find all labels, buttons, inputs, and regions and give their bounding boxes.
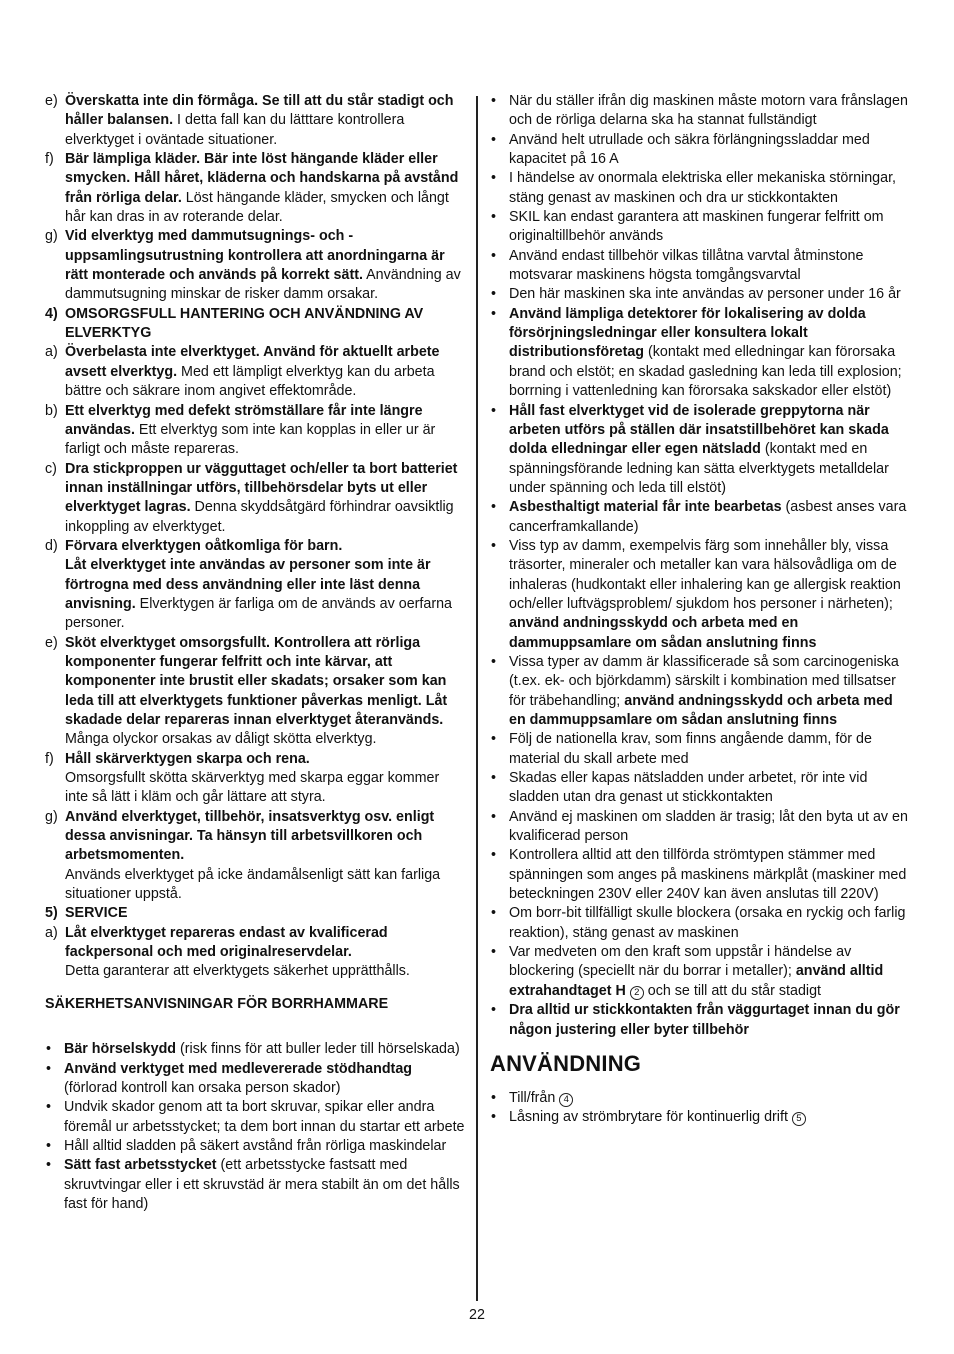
item-label: c) (45, 460, 57, 477)
list-item (45, 750, 465, 808)
bullet-icon: • (46, 1157, 52, 1174)
bullet-icon: • (491, 1109, 497, 1126)
list-item (45, 150, 465, 227)
column-divider (476, 96, 478, 1301)
bullet-icon: • (46, 1137, 52, 1154)
bullet-text: Om borr-bit tillfälligt skulle blockera (orsaka en ryckig och farlig reaktion), stäng genast av maskinen (509, 905, 906, 941)
section-number: 5) (45, 905, 58, 922)
section-heading-text: SERVICE (65, 905, 128, 922)
bullet-icon: • (491, 905, 497, 922)
bullet-icon: • (46, 1099, 52, 1116)
bullet-bold-text: Dra alltid ur stickkontakten från väggurtaget innan du gör någon justering eller byter tillbehör (509, 1002, 900, 1038)
item-text: Användning av dammutsugning minskar de risker damm orsakar. (65, 267, 461, 303)
item-label: f) (45, 750, 54, 767)
item-label: f) (45, 151, 54, 168)
bullet-bold-text: använd alltid extrahandtaget H (509, 963, 884, 999)
bullet-icon: • (491, 131, 497, 148)
bullet-icon: • (491, 1089, 497, 1106)
usage-text: Låsning av strömbrytare för kontinuerlig drift (509, 1109, 788, 1126)
bullet-bold-text: Håll fast elverktyget vid de isolerade greppytorna när arbeten utförs på ställen där insatstillbehöret kan skada dolda elledningar eller egen nätsladd (509, 402, 889, 458)
bullet-item (490, 1001, 910, 1040)
bullet-icon: • (491, 402, 497, 419)
bullet-item (490, 808, 910, 847)
bullet-text: Håll alltid sladden på säkert avstånd från rörliga maskindelar (64, 1137, 447, 1154)
bullet-item (490, 402, 910, 499)
bullet-text: (asbest anses vara cancerframkallande) (509, 499, 907, 535)
item-bold-text: Överskatta inte din förmåga. Se till att du står stadigt och håller balansen. (65, 93, 454, 129)
bullet-item (490, 92, 910, 131)
bullet-icon: • (491, 286, 497, 303)
bullet-item (45, 1098, 465, 1137)
list-item (45, 343, 465, 401)
item-label: e) (45, 93, 58, 109)
item-text: Ett elverktyg som inte kan kopplas in eller ur är farligt och måste repareras. (65, 421, 436, 458)
usage-item (490, 1089, 910, 1108)
bullet-text: När du ställer ifrån dig maskinen måste motorn vara frånslagen och de rörliga delarna ska ha stannat fullständigt (509, 93, 908, 129)
bullet-item (490, 769, 910, 808)
bullet-bold-text: använd andningsskydd och arbeta med en dammuppsamlare om sådan anslutning finns (509, 615, 817, 651)
item-label: a) (45, 344, 58, 361)
item-label: d) (45, 537, 58, 554)
usage-text: Till/från (509, 1089, 556, 1106)
bullet-bold-text: Använd lämpliga detektorer för lokalisering av dolda försörjningsledningar eller konsultera lokalt distributionsföretag (509, 305, 866, 361)
left-column (45, 92, 465, 1214)
item-text: Används elverktyget på icke ändamålsenligt sätt kan farliga situationer uppstå. (65, 866, 441, 903)
bullet-text: Använd endast tillbehör vilkas tillåtna varvtal åtminstone motsvarar maskinens högsta tomgångsvarvtal (509, 247, 864, 284)
bullet-icon: • (491, 305, 497, 322)
item-label: g) (45, 228, 58, 245)
bullet-item (490, 537, 910, 653)
bullet-icon: • (46, 1060, 52, 1077)
bullet-icon: • (491, 944, 497, 961)
item-bold-text: Dra stickproppen ur vägguttaget och/eller ta bort batteriet innan inställningar utförs, tillbehörsdelar byts ut eller elverktyget lagras. (65, 460, 458, 516)
bullet-text: (risk finns för att buller leder till hörselskada) (176, 1041, 460, 1058)
bullet-item (490, 305, 910, 402)
item-bold-text: Låt elverktyget repareras endast av kvalificerad fackpersonal och med originalreservdelar. (65, 924, 388, 961)
bullet-icon: • (491, 1002, 497, 1019)
bullet-bold-text: Använd verktyget med medlevererade stödhandtag (64, 1060, 412, 1077)
bullet-icon: • (491, 847, 497, 864)
item-text: Detta garanterar att elverktygets säkerhet upprätthålls. (65, 963, 410, 980)
circled-number-icon: 4 (559, 1093, 573, 1107)
item-label: e) (45, 634, 58, 651)
item-bold-text: Låt elverktyget inte användas av personer som inte är förtrogna med dess användning eller inte läst denna anvisning. (65, 557, 431, 612)
bullet-icon: • (491, 731, 497, 748)
list-item (45, 227, 465, 304)
item-label: g) (45, 808, 58, 825)
item-bold-text: Sköt elverktyget omsorgsfullt. Kontrollera att rörliga komponenter fungerar felfritt och inte kärvar, att komponenter inte brustit eller skadats; orsaker som kan leda till att elverktygets funktioner påverkas menligt. Låt skadade delar repareras innan elverktyget återanvänds. (65, 634, 448, 728)
bullet-text: (ett arbetsstycke fastsatt med skruvtvingar eller i ett skruvstäd är mera stabilt än om det hålls fast för hand) (64, 1157, 460, 1212)
list-item (45, 402, 465, 460)
bullet-item (45, 1060, 465, 1099)
bullet-item (490, 285, 910, 304)
circled-number-icon: 2 (630, 986, 644, 1000)
bullet-item (45, 1137, 465, 1156)
item-bold-text: Bär lämpliga kläder. Bär inte löst hängande kläder eller smycken. Håll håret, kläderna och handskarna på avstånd från rörliga delar. (65, 151, 459, 206)
bullet-text: (kontakt med elledningar kan förorsaka brand och elstöt; en skadad gasledning kan leda till explosion; borrning i vattenledning kan förorsaka sakskador eller elstöt) (509, 344, 902, 400)
bullet-text: och se till att du står stadigt (643, 982, 821, 999)
item-bold-text: Håll skärverktygen skarpa och rena. (65, 750, 310, 767)
usage-heading: ANVÄNDNING (490, 1050, 642, 1076)
item-text: Löst hängande kläder, smycken och långt hår kan dras in av roterande delar. (65, 189, 449, 226)
safety-section-title: SÄKERHETSANVISNINGAR FÖR BORRHAMMARE (45, 995, 389, 1012)
bullet-text: Använd helt utrullade och säkra förlängningssladdar med kapacitet på 16 A (509, 131, 870, 168)
bullet-text: Den här maskinen ska inte användas av personer under 16 år (509, 286, 901, 303)
circled-number-icon: 5 (792, 1112, 806, 1126)
bullet-icon: • (491, 170, 497, 187)
bullet-bold-text: använd andningsskydd och arbeta med en dammuppsamlare om sådan anslutning finns (509, 692, 893, 728)
bullet-item (45, 1156, 465, 1214)
bullet-icon: • (491, 808, 497, 825)
item-bold-text: Vid elverktyg med dammutsugnings- och -uppsamlingsutrustning kontrollera att anordningarna är rätt monterade och används på korrekt sätt. (65, 228, 445, 284)
bullet-item (45, 1040, 465, 1059)
bullet-icon: • (491, 93, 497, 109)
list-item (45, 808, 465, 905)
page-number: 22 (469, 1307, 485, 1323)
list-item (45, 924, 465, 982)
bullet-text: (förlorad kontroll kan orsaka person skador) (64, 1079, 341, 1096)
item-text: Många olyckor orsakas av dåligt skötta elverktyg. (65, 731, 377, 748)
bullet-item (490, 247, 910, 286)
bullet-icon: • (491, 537, 497, 554)
bullet-text: Följ de nationella krav, som finns angående damm, för de material du skall arbete med (509, 731, 872, 767)
item-text: Elverktygen är farliga om de används av oerfarna personer. (65, 595, 452, 632)
bullet-item (490, 169, 910, 208)
bullet-icon: • (491, 209, 497, 226)
item-bold-text: Ett elverktyg med defekt strömställare får inte längre användas. (65, 402, 423, 438)
bullet-icon: • (491, 653, 497, 670)
bullet-text: I händelse av onormala elektriska eller mekaniska störningar, stäng genast av maskinen och dra ur stickkontakten (509, 170, 897, 206)
bullet-item (490, 730, 910, 769)
bullet-item (490, 131, 910, 170)
bullet-item (490, 943, 910, 1001)
list-item (45, 92, 465, 150)
bullet-text: (kontakt med en spänningsförande ledning kan sätta elverktygets metalldelar under spänning och leda till elstöt) (509, 441, 889, 496)
bullet-text: Vissa typer av damm är klassificerade så som carcinogeniska (t.ex. ek- och björkdamm) särskilt i kombination med tillsatser för träbehandling; (509, 653, 899, 709)
bullet-item (490, 904, 910, 943)
item-text: Denna skyddsåtgärd förhindrar oavsiktlig inkoppling av elverktyget. (65, 499, 454, 535)
bullet-text: Kontrollera alltid att den tillförda strömtypen stämmer med spänningen som anges på maskinens märkplåt (maskiner med beteckningen 230V eller 240V kan även anslutas till 220V) (509, 847, 907, 903)
item-text: Omsorgsfullt skötta skärverktyg med skarpa eggar kommer inte så lätt i kläm och går lättare att styra. (65, 770, 440, 806)
right-column (490, 92, 910, 1128)
bullet-item (490, 846, 910, 904)
list-item (45, 634, 465, 750)
section-heading-4 (45, 305, 465, 344)
item-text: Med ett lämpligt elverktyg kan du arbeta bättre och säkrare inom angivet effektområde. (65, 363, 435, 400)
bullet-text: Skadas eller kapas nätsladden under arbetet, rör inte vid sladden utan dra genast ut stickkontakten (509, 770, 868, 806)
bullet-bold-text: Bär hörselskydd (64, 1041, 177, 1058)
bullet-item (490, 498, 910, 537)
bullet-text: Använd ej maskinen om sladden är trasig; låt den byta ut av en kvalificerad person (509, 808, 908, 845)
bullet-bold-text: Asbesthaltigt material får inte bearbetas (509, 499, 782, 516)
item-label: a) (45, 924, 58, 941)
item-label: b) (45, 402, 58, 419)
item-bold-text: Överbelasta inte elverktyget. Använd för aktuellt arbete avsett elverktyg. (65, 344, 440, 380)
section-heading-text: OMSORGSFULL HANTERING OCH ANVÄNDNING AV ELVERKTYG (65, 305, 424, 342)
bullet-bold-text: Sätt fast arbetsstycket (64, 1157, 217, 1174)
list-item (45, 537, 465, 634)
item-bold-text: Använd elverktyget, tillbehör, insatsverktyg osv. enligt dessa anvisningar. Ta hänsyn till arbetsvillkoren och arbetsmomenten. (65, 808, 435, 864)
bullet-icon: • (46, 1041, 52, 1058)
bullet-icon: • (491, 499, 497, 516)
bullet-item (490, 208, 910, 247)
bullet-icon: • (491, 247, 497, 264)
bullet-text: Viss typ av damm, exempelvis färg som innehåller bly, vissa träsorter, mineraler och metaller kan vara hälsovådliga om de inhaleras (hudkontakt eller inhalering kan ge allergisk reaktion och/eller luftvägsproblem/ sjukdom hos personer i närheten); (509, 537, 901, 612)
bullet-text: Undvik skador genom att ta bort skruvar, spikar eller andra föremål ur arbetsstycket; ta dem bort innan du startar ett arbete (64, 1099, 465, 1135)
bullet-item (490, 653, 910, 730)
usage-item (490, 1108, 910, 1127)
bullet-icon: • (491, 770, 497, 787)
item-text: I detta fall kan du lätttare kontrollera elverktyget i oväntade situationer. (65, 112, 405, 148)
bullet-text: SKIL kan endast garantera att maskinen fungerar felfritt om originaltillbehör används (509, 209, 884, 245)
section-heading-5 (45, 904, 465, 923)
item-bold-text: Förvara elverktygen oåtkomliga för barn. (65, 537, 343, 554)
section-number: 4) (45, 305, 58, 322)
bullet-text: Var medveten om den kraft som uppstår i händelse av blockering (speciellt när du borrar i metaller); (509, 944, 852, 980)
right-bullet-list (490, 92, 910, 1040)
list-item (45, 460, 465, 537)
